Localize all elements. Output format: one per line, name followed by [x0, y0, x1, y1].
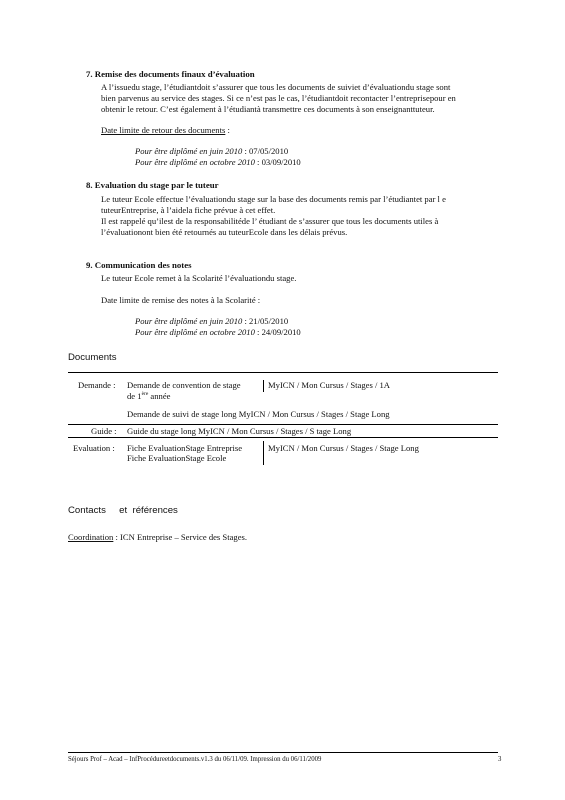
section-9-line-1: Le tuteur Ecole remet à la Scolarité l’évaluationdu stage.: [101, 273, 297, 283]
doc-guide-stage-long: Guide du stage long MyICN / Mon Cursus / Stages / S tage Long: [127, 426, 352, 436]
contacts-heading: Contacts et références: [68, 505, 178, 516]
doc-fiche-ecole: Fiche EvaluationStage Ecole: [127, 453, 227, 463]
section-7-line-2: bien parvenus au service des stages. Si ce n’est pas le cas, l’étudiantdoit recontacter l’entreprisepour en: [101, 93, 456, 103]
row-label-evaluation: Evaluation :: [73, 443, 115, 453]
doc-convention-annee: année: [148, 391, 171, 401]
section-9-date-june: [135, 316, 288, 327]
footer-text: Séjours Prof – Acad – InfProcédureetdocuments.v1.3 du 06/11/09. Impression du 06/11/2009: [68, 756, 322, 763]
section-8-line-1: Le tuteur Ecole effectue l’évaluationdu stage sur la base des documents remis par l’étudiantet par l e: [101, 194, 446, 204]
date-label: Pour être diplômé en juin 2010: [135, 316, 243, 326]
section-7-date-june: [135, 146, 288, 157]
section-9-date-october: [135, 327, 301, 338]
coordination-line: [68, 532, 247, 543]
table-rule-guide-top: [68, 424, 498, 425]
coordination-text: : ICN Entreprise – Service des Stages.: [113, 532, 248, 542]
section-7-line-3: obtenir le retour. C’est également à l’étudiantà transmettre ces documents à son enseignanttuteur.: [101, 104, 435, 114]
deadline-suffix: :: [225, 125, 230, 135]
date-value: : 24/09/2010: [254, 327, 301, 337]
table-top-rule: [68, 372, 498, 373]
doc-suivi-stage-long: Demande de suivi de stage long MyICN / Mon Cursus / Stages / Stage Long: [127, 409, 390, 419]
date-value: : 07/05/2010: [242, 146, 289, 156]
row-label-demande: Demande :: [78, 380, 116, 390]
section-8-line-4: l’évaluationont bien été retournés au tuteurEcole dans les délais prévus.: [101, 227, 348, 237]
date-label: Pour être diplômé en octobre 2010: [135, 327, 255, 337]
section-8-line-3: Il est rappelé qu’ilest de la responsabilitéde l’ étudiant de s’assurer que tous les documents utiles à: [101, 216, 439, 226]
path-convention: MyICN / Mon Cursus / Stages / 1A: [268, 380, 390, 390]
section-7-deadline: [101, 125, 230, 136]
table-rule-guide-bottom: [68, 437, 498, 438]
page-number: 3: [498, 756, 502, 763]
doc-convention-de: de 1: [127, 391, 142, 401]
doc-fiche-entreprise: Fiche EvaluationStage Entreprise: [127, 443, 243, 453]
date-value: : 03/09/2010: [254, 157, 301, 167]
section-7-heading: 7. Remise des documents finaux d’évaluation: [86, 69, 255, 79]
doc-convention-line-2: [127, 391, 170, 401]
section-9-line-2: Date limite de remise des notes à la Scolarité :: [101, 295, 261, 305]
coordination-label: Coordination: [68, 532, 114, 542]
path-evaluation: MyICN / Mon Cursus / Stages / Stage Long: [268, 443, 419, 453]
date-label: Pour être diplômé en juin 2010: [135, 146, 243, 156]
documents-heading: Documents: [68, 352, 117, 363]
section-9-heading: 9. Communication des notes: [86, 260, 192, 270]
footer-rule: [68, 752, 498, 753]
section-7-line-1: A l’issuedu stage, l’étudiantdoit s’assurer que tous les documents de suiviet d’évaluationdu stage sont: [101, 82, 451, 92]
doc-convention-line-1: Demande de convention de stage: [127, 380, 241, 390]
section-8-line-2: tuteurEntreprise, à l’aidela fiche prévue à cet effet.: [101, 205, 276, 215]
section-7-date-october: [135, 157, 301, 168]
section-8-heading: 8. Evaluation du stage par le tuteur: [86, 180, 219, 190]
date-label: Pour être diplômé en octobre 2010: [135, 157, 255, 167]
deadline-label: Date limite de retour des documents: [101, 125, 226, 135]
doc-convention-ordinal: ère: [141, 391, 149, 398]
date-value: : 21/05/2010: [242, 316, 289, 326]
row-label-guide: Guide :: [91, 426, 117, 436]
table-vline-1: [263, 380, 264, 392]
table-vline-2: [263, 441, 264, 465]
